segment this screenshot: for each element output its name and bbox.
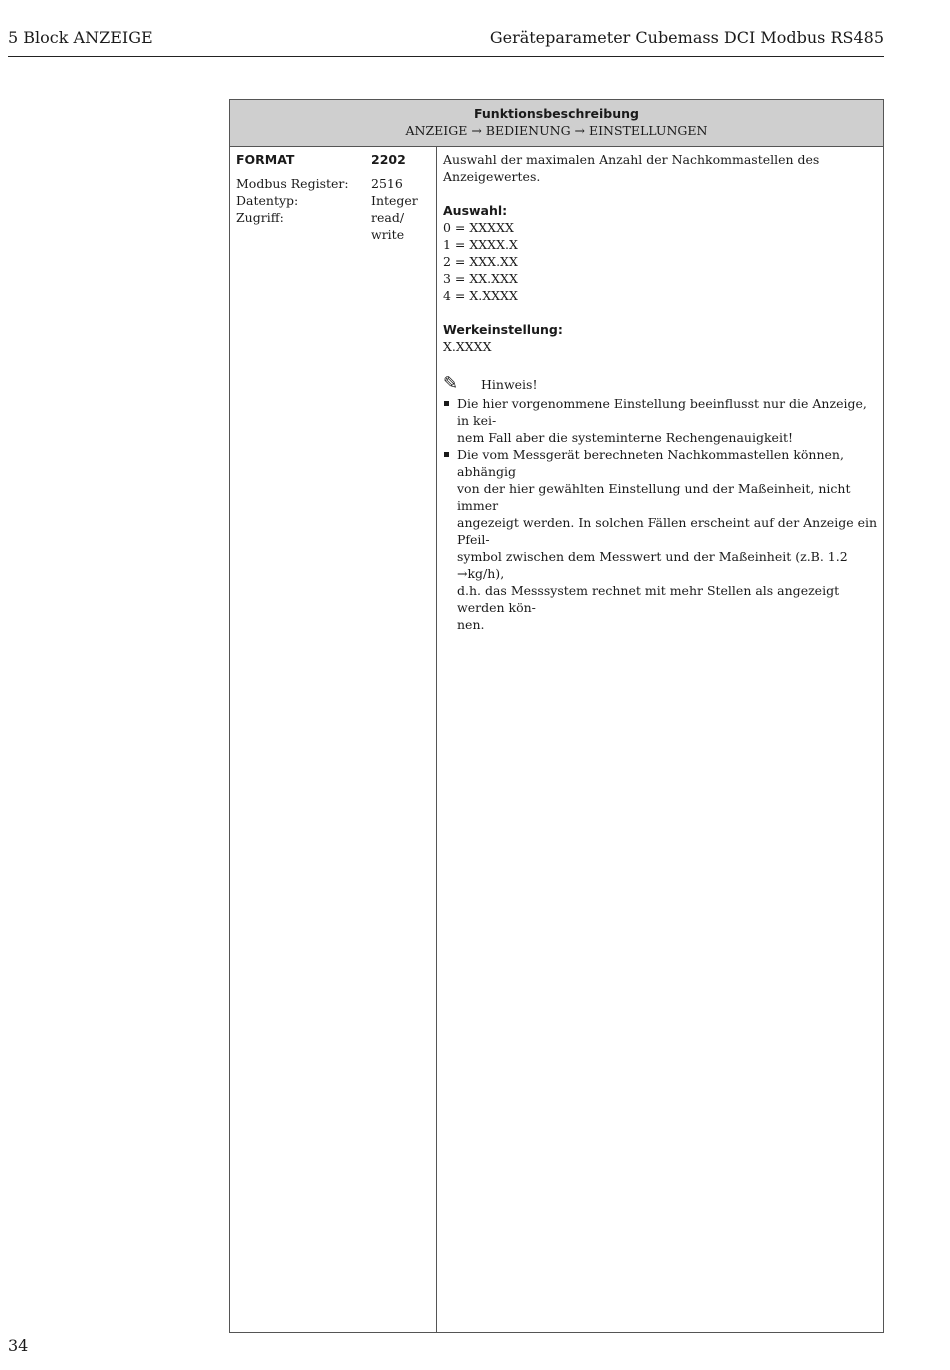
selection-option: 0 = XXXXX [443, 220, 514, 235]
meta-row [236, 175, 432, 192]
note-title-text: Hinweis! [481, 377, 538, 392]
function-table [229, 99, 884, 1333]
note-bullet-line: symbol zwischen dem Messwert und der Maßeinheit (z.B. 1.2 →kg/h), [457, 549, 848, 581]
selection-heading: Auswahl: [443, 203, 508, 218]
table-header-title: Funktionsbeschreibung [473, 106, 639, 121]
bullet-square-icon [444, 452, 449, 457]
selection-option: 1 = XXXX.X [443, 237, 518, 252]
factory-setting-value: X.XXXX [443, 339, 492, 354]
pencil-icon: ✎ [443, 373, 459, 394]
note-bullet [443, 395, 879, 446]
table-header-path: ANZEIGE → BEDIENUNG → EINSTELLUNGEN [405, 123, 708, 138]
note-bullet-line: nen. [457, 617, 485, 632]
function-name: FORMAT [236, 152, 295, 167]
bullet-square-icon [444, 401, 449, 406]
note-title [443, 375, 879, 395]
header-rule [8, 56, 884, 57]
meta-value: Integer [371, 193, 418, 208]
selection-option: 4 = X.XXXX [443, 288, 518, 303]
meta-value: read/ [371, 210, 405, 225]
meta-row [236, 192, 432, 209]
note-bullet-line: Die hier vorgenommene Einstellung beeinflusst nur die Anzeige, in kei- [457, 396, 867, 428]
note-bullet-line: d.h. das Messsystem rechnet mit mehr Stellen als angezeigt werden kön- [457, 583, 840, 615]
selection-option: 2 = XXX.XX [443, 254, 518, 269]
page-header-title: Geräteparameter Cubemass DCI Modbus RS485 [489, 28, 884, 47]
factory-setting-heading: Werkeinstellung: [443, 322, 563, 337]
meta-row [236, 209, 432, 226]
table-header [230, 100, 883, 147]
note-bullet [443, 446, 879, 633]
meta-label: Zugriff: [236, 210, 284, 225]
column-divider [436, 147, 437, 1332]
meta-label: Datentyp: [236, 193, 299, 208]
page-header-section: 5 Block ANZEIGE [8, 28, 153, 47]
function-meta [236, 151, 432, 243]
meta-row [236, 226, 432, 243]
note-bullet-line: Die vom Messgerät berechneten Nachkommastellen können, abhängig [457, 447, 844, 479]
note-bullet-line: von der hier gewählten Einstellung und der Maßeinheit, nicht immer [457, 481, 851, 513]
function-description [443, 151, 879, 633]
meta-value: 2516 [371, 176, 403, 191]
description-text: Auswahl der maximalen Anzahl der Nachkommastellen des Anzeigewertes. [443, 152, 820, 184]
note-bullet-line: nem Fall aber die systeminterne Rechengenauigkeit! [457, 430, 793, 445]
function-code: 2202 [371, 152, 406, 167]
meta-value: write [371, 227, 405, 242]
note-bullet-line: angezeigt werden. In solchen Fällen erscheint auf der Anzeige ein Pfeil- [457, 515, 878, 547]
selection-option: 3 = XX.XXX [443, 271, 518, 286]
meta-label: Modbus Register: [236, 176, 349, 191]
page-number: 34 [8, 1336, 29, 1355]
